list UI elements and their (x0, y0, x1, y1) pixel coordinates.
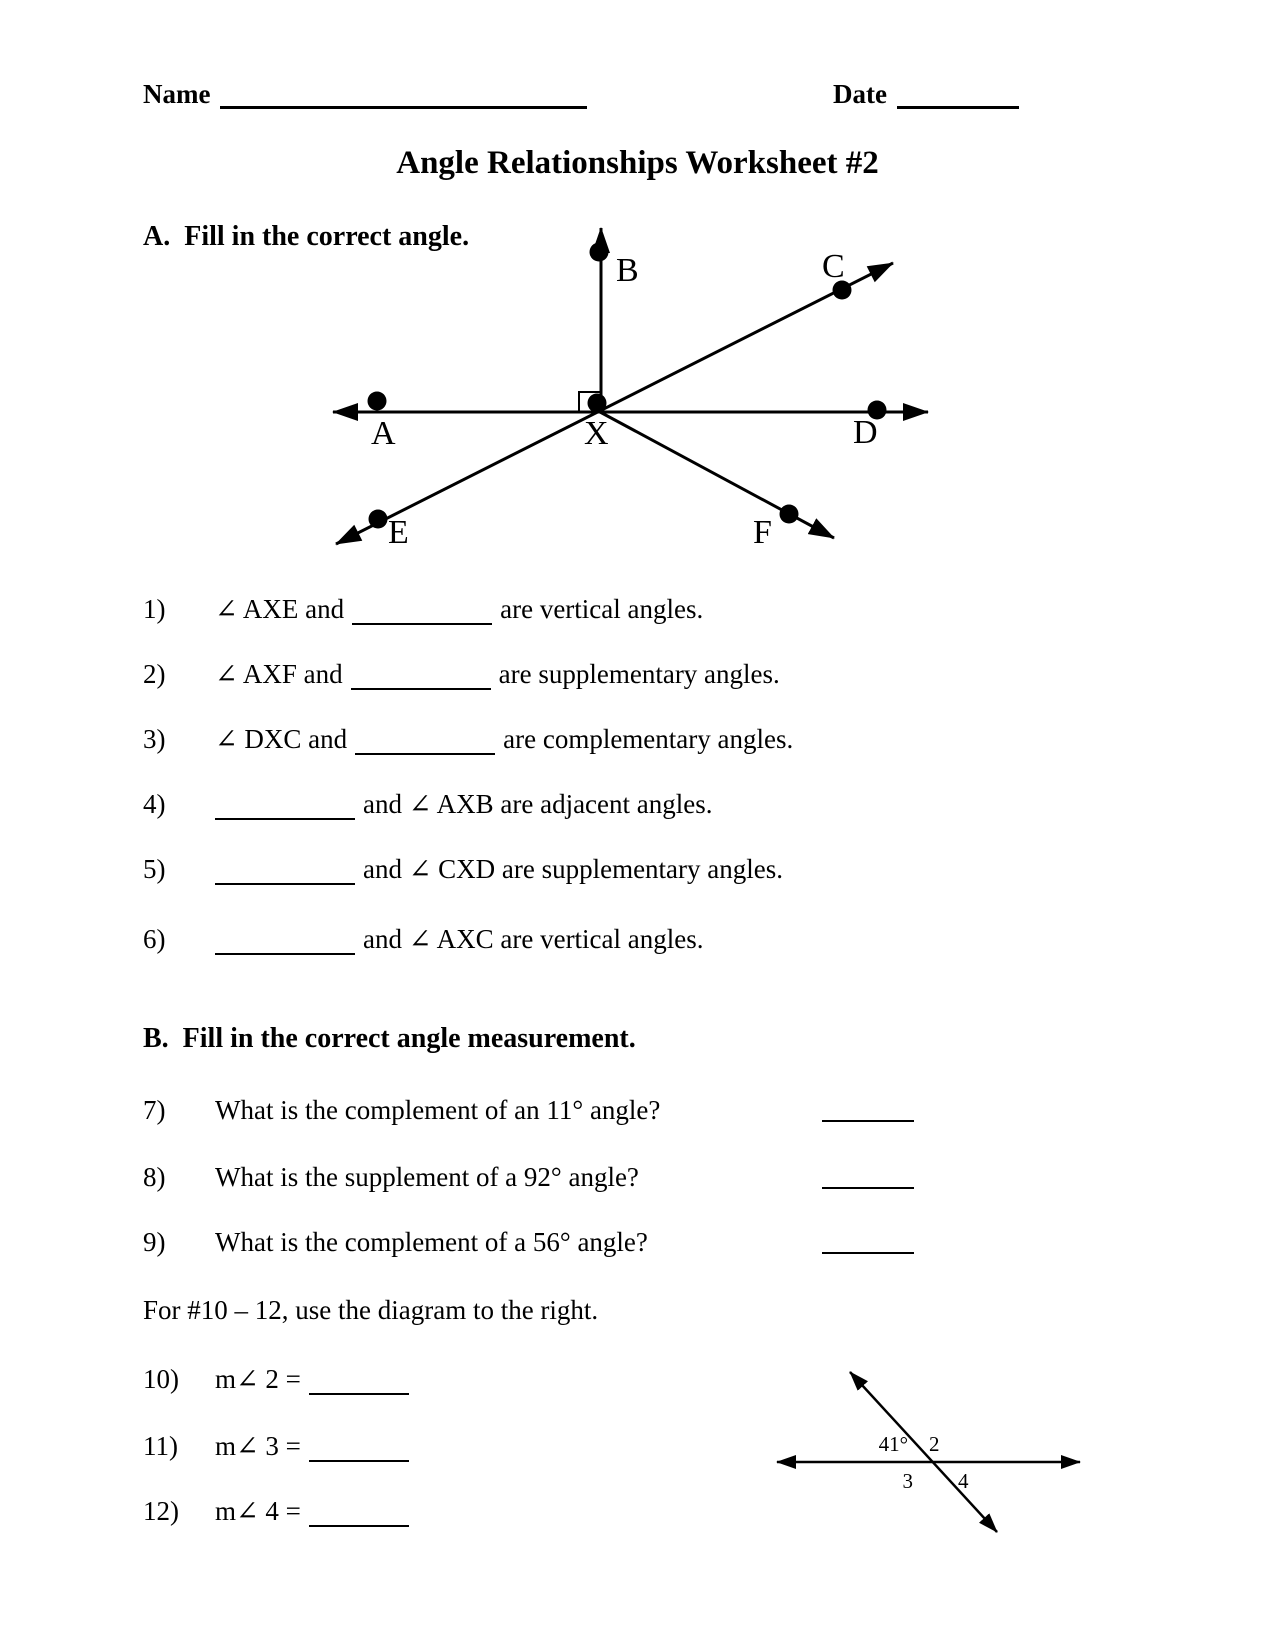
angle-2-label: 2 (929, 1432, 940, 1456)
question-6 (143, 924, 704, 955)
question-1 (143, 594, 703, 625)
label-B: B (616, 252, 639, 289)
date-label: Date (833, 79, 887, 109)
point-B-dot (590, 243, 609, 262)
question-12 (143, 1496, 417, 1527)
question-3-text-after: are complementary angles. (503, 724, 794, 754)
question-6-answer-blank[interactable] (215, 943, 355, 955)
point-E-dot (369, 510, 388, 529)
question-2-answer-blank[interactable] (351, 678, 491, 690)
label-D: D (853, 414, 878, 451)
section-b-heading: B. Fill in the correct angle measurement. (143, 1023, 636, 1054)
transversal-diagram (755, 1345, 1100, 1555)
ray-XF (600, 412, 834, 538)
question-2 (143, 659, 780, 690)
name-label: Name (143, 79, 211, 109)
question-3-text-before: ∠ DXC and (215, 724, 348, 754)
question-2-number: 2) (143, 659, 166, 689)
question-6-text-after: and ∠ AXC are vertical angles. (363, 924, 704, 954)
question-1-text-before: ∠ AXE and (215, 594, 345, 624)
question-7-number: 7) (143, 1095, 166, 1125)
date-field-row (833, 79, 1019, 110)
question-5-answer-blank[interactable] (215, 873, 355, 885)
question-11-answer-blank[interactable] (309, 1450, 409, 1462)
angle-3-label: 3 (902, 1469, 913, 1493)
question-12-text: m∠ 4 = (215, 1496, 301, 1526)
question-5-number: 5) (143, 854, 166, 884)
transversal-line (850, 1372, 997, 1532)
question-3-number: 3) (143, 724, 166, 754)
label-A: A (371, 415, 396, 452)
question-2-text-after: are supplementary angles. (498, 659, 780, 689)
question-9-number: 9) (143, 1227, 166, 1257)
question-1-number: 1) (143, 594, 166, 624)
question-12-answer-blank[interactable] (309, 1515, 409, 1527)
line-EC (336, 263, 893, 544)
question-10-text: m∠ 2 = (215, 1364, 301, 1394)
question-8-text: What is the supplement of a 92° angle? (215, 1162, 639, 1192)
question-11-text: m∠ 3 = (215, 1431, 301, 1461)
question-9-text: What is the complement of a 56° angle? (215, 1227, 648, 1257)
date-blank[interactable] (897, 96, 1019, 109)
question-4-text-after: and ∠ AXB are adjacent angles. (363, 789, 713, 819)
angle-diagram (300, 200, 960, 570)
question-2-text-before: ∠ AXF and (215, 659, 343, 689)
question-4 (143, 789, 713, 820)
angle-41-label: 41° (878, 1432, 908, 1456)
question-10-number: 10) (143, 1364, 179, 1394)
question-3 (143, 724, 793, 755)
question-12-number: 12) (143, 1496, 179, 1526)
question-7-text: What is the complement of an 11° angle? (215, 1095, 661, 1125)
angle-4-label: 4 (958, 1469, 969, 1493)
name-blank[interactable] (220, 96, 587, 109)
question-8-number: 8) (143, 1162, 166, 1192)
question-7 (143, 1095, 660, 1126)
question-8 (143, 1162, 639, 1193)
label-X: X (584, 415, 609, 452)
question-4-number: 4) (143, 789, 166, 819)
question-7-answer-blank[interactable] (822, 1120, 914, 1122)
section-a-heading: A. Fill in the correct angle. (143, 221, 470, 252)
question-9 (143, 1227, 648, 1258)
label-F: F (753, 514, 772, 551)
point-F-dot (780, 505, 799, 524)
question-10 (143, 1364, 417, 1395)
name-field-row (143, 79, 587, 110)
question-3-answer-blank[interactable] (355, 743, 495, 755)
question-6-number: 6) (143, 924, 166, 954)
label-E: E (388, 514, 409, 551)
question-1-text-after: are vertical angles. (500, 594, 704, 624)
question-8-answer-blank[interactable] (822, 1187, 914, 1189)
question-1-answer-blank[interactable] (352, 613, 492, 625)
question-10-answer-blank[interactable] (309, 1383, 409, 1395)
question-5-text-after: and ∠ CXD are supplementary angles. (363, 854, 784, 884)
question-9-answer-blank[interactable] (822, 1252, 914, 1254)
question-11 (143, 1431, 417, 1462)
point-A-dot (368, 392, 387, 411)
page-title: Angle Relationships Worksheet #2 (396, 145, 879, 181)
label-C: C (822, 248, 845, 285)
point-X-dot (588, 394, 607, 413)
question-5 (143, 854, 783, 885)
question-11-number: 11) (143, 1431, 178, 1461)
diagram-note: For #10 – 12, use the diagram to the right. (143, 1295, 599, 1325)
question-4-answer-blank[interactable] (215, 808, 355, 820)
